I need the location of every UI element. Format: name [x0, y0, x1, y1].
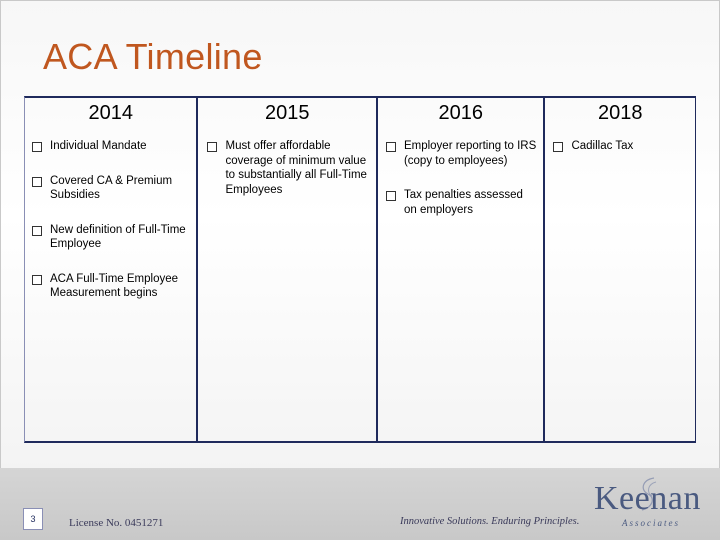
- timeline-column-2015: [198, 98, 377, 441]
- list-item: [32, 174, 190, 203]
- license-number: License No. 0451271: [69, 517, 164, 529]
- list-item-text: Cadillac Tax: [571, 140, 634, 152]
- checkbox-bullet-icon: [32, 275, 42, 285]
- checkbox-bullet-icon: [386, 142, 396, 152]
- list-item: [32, 272, 190, 301]
- list-item-text: ACA Full-Time Employee Measurement begins: [50, 272, 179, 299]
- timeline-column-2014: [25, 98, 198, 441]
- list-item: [32, 139, 190, 154]
- slide-number: 3: [23, 508, 43, 530]
- timeline-table: [24, 96, 696, 443]
- list-item-text: Employer reporting to IRS (copy to employees): [403, 140, 537, 167]
- item-list: [545, 139, 695, 154]
- list-item: [386, 139, 538, 168]
- item-list: [25, 139, 196, 301]
- logo-wordmark: Keenan: [594, 480, 701, 517]
- item-list: [378, 139, 544, 217]
- list-item-text: Must offer affordable coverage of minimum value to substantially all Full-Time Employees: [225, 140, 367, 196]
- slide-title: ACA Timeline: [43, 36, 263, 77]
- logo-subtitle: Associates: [622, 518, 680, 528]
- year-heading: 2016: [438, 102, 483, 124]
- item-list: [198, 139, 375, 197]
- checkbox-bullet-icon: [32, 142, 42, 152]
- list-item: [386, 188, 538, 217]
- year-heading: 2015: [264, 102, 310, 124]
- list-item: [553, 139, 689, 154]
- list-item: [32, 223, 190, 252]
- timeline-column-2018: [545, 98, 695, 441]
- list-item: [207, 139, 369, 197]
- checkbox-bullet-icon: [553, 142, 563, 152]
- company-logo: [592, 480, 708, 532]
- timeline-column-2016: [378, 98, 546, 441]
- checkbox-bullet-icon: [207, 142, 217, 152]
- year-heading: 2018: [597, 102, 643, 124]
- list-item-text: Covered CA & Premium Subsidies: [50, 174, 173, 201]
- list-item-text: New definition of Full-Time Employee: [50, 223, 186, 250]
- company-tagline: Innovative Solutions. Enduring Principles.: [400, 516, 580, 527]
- list-item-text: Individual Mandate: [50, 140, 147, 152]
- year-heading: 2014: [88, 102, 133, 124]
- checkbox-bullet-icon: [32, 226, 42, 236]
- checkbox-bullet-icon: [32, 177, 42, 187]
- checkbox-bullet-icon: [386, 191, 396, 201]
- list-item-text: Tax penalties assessed on employers: [403, 189, 523, 216]
